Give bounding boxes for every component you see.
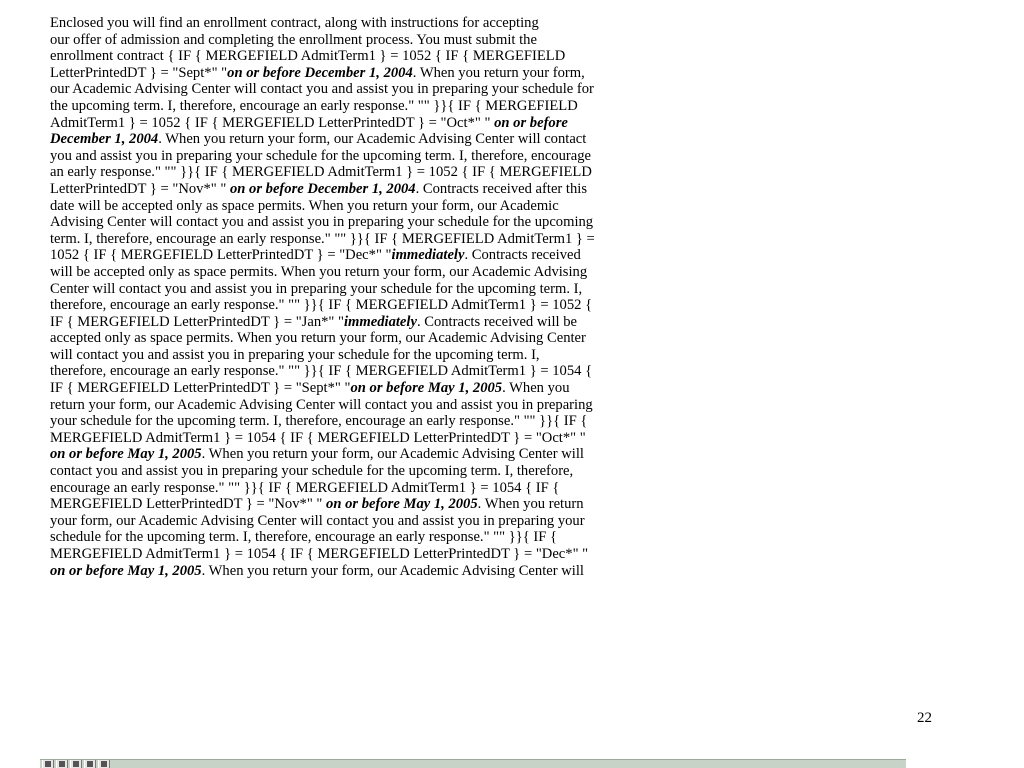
normal-view-button[interactable] <box>42 760 54 768</box>
document-line <box>50 148 870 165</box>
body-text: . Contracts received will be <box>416 313 578 330</box>
body-text: 1052 { IF { MERGEFIELD LetterPrintedDT } = "Dec*" " <box>50 247 392 264</box>
document-line <box>50 480 870 497</box>
body-text: MERGEFIELD AdmitTerm1 } = 1054 { IF { MERGEFIELD LetterPrintedDT } = "Oct*" " <box>50 429 586 446</box>
document-line <box>50 430 870 447</box>
emphasized-date-text: immediately <box>343 313 417 330</box>
document-line <box>50 281 870 298</box>
body-text: Center will contact you and assist you in preparing your schedule for the upcoming term. I, <box>50 280 583 297</box>
body-text: LetterPrintedDT } = "Nov*" " <box>50 180 230 197</box>
body-text: an early response." "" }}{ IF { MERGEFIELD AdmitTerm1 } = 1052 { IF { MERGEFIELD <box>50 164 592 181</box>
body-text: therefore, encourage an early response." "" }}{ IF { MERGEFIELD AdmitTerm1 } = 1054 { <box>50 363 593 380</box>
body-text: the upcoming term. I, therefore, encourage an early response." "" }}{ IF { MERGEFIELD <box>50 97 578 114</box>
body-text: will contact you and assist you in preparing your schedule for the upcoming term. I, <box>50 346 540 363</box>
document-line <box>50 181 870 198</box>
document-line <box>50 446 870 463</box>
document-line <box>50 48 870 65</box>
document-line <box>50 65 870 82</box>
document-line <box>50 98 870 115</box>
emphasized-date-text: December 1, 2004 <box>50 131 159 148</box>
body-text: AdmitTerm1 } = 1052 { IF { MERGEFIELD LetterPrintedDT } = "Oct*" " <box>50 114 495 131</box>
emphasized-date-text: on or before May 1, 2005 <box>350 380 503 397</box>
body-text: accepted only as space permits. When you return your form, our Academic Advising Center <box>50 330 586 347</box>
document-line <box>50 397 870 414</box>
emphasized-date-text: on or before December 1, 2004 <box>227 64 413 81</box>
document-line <box>50 32 870 49</box>
document-line <box>50 81 870 98</box>
emphasized-date-text: on or before December 1, 2004 <box>229 180 416 197</box>
body-text: . When you return your form, our Academic Advising Center will <box>201 562 584 579</box>
body-text: IF { MERGEFIELD LetterPrintedDT } = "Jan*" " <box>50 313 344 330</box>
document-line <box>50 231 870 248</box>
body-text: Enclosed you will find an enrollment contract, along with instructions for accepting <box>50 15 539 31</box>
emphasized-date-text: on or before <box>494 114 568 131</box>
page-number: 22 <box>917 710 932 726</box>
body-text: schedule for the upcoming term. I, therefore, encourage an early response." "" }}{ IF { <box>50 529 558 546</box>
web-layout-view-button[interactable] <box>56 760 68 768</box>
document-line <box>50 513 870 530</box>
document-line <box>50 15 870 32</box>
print-layout-view-button[interactable] <box>70 760 82 768</box>
document-line <box>50 297 870 314</box>
body-text: term. I, therefore, encourage an early response." "" }}{ IF { MERGEFIELD AdmitTerm1 } = <box>50 230 595 247</box>
document-line <box>50 380 870 397</box>
print-layout-view-icon <box>73 761 79 767</box>
body-text: . When you <box>502 380 570 397</box>
body-text: your schedule for the upcoming term. I, therefore, encourage an early response." "" }}{ IF { <box>50 413 588 430</box>
body-text: you and assist you in preparing your schedule for the upcoming term. I, therefore, encourage <box>50 147 592 164</box>
document-line <box>50 164 870 181</box>
outline-view-icon <box>87 761 93 767</box>
body-text: . When you return your form, our Academic Advising Center will contact <box>158 131 587 148</box>
document-line <box>50 347 870 364</box>
body-text: your form, our Academic Advising Center will contact you and assist you in preparing your <box>50 512 585 529</box>
body-text: enrollment contract { IF { MERGEFIELD AdmitTerm1 } = 1052 { IF { MERGEFIELD <box>50 48 566 65</box>
document-line <box>50 529 870 546</box>
reading-view-icon <box>101 761 107 767</box>
body-text: MERGEFIELD AdmitTerm1 } = 1054 { IF { MERGEFIELD LetterPrintedDT } = "Dec*" " <box>50 546 589 562</box>
body-text: . When you return your form, <box>412 64 585 81</box>
emphasized-date-text: on or before May 1, 2005 <box>50 446 202 463</box>
body-text: date will be accepted only as space permits. When you return your form, our Academic <box>50 197 559 214</box>
body-text: MERGEFIELD LetterPrintedDT } = "Nov*" " <box>50 496 327 513</box>
emphasized-date-text: immediately <box>391 247 465 264</box>
document-line <box>50 247 870 264</box>
document-line <box>50 563 870 580</box>
body-text: contact you and assist you in preparing your schedule for the upcoming term. I, therefore, <box>50 463 574 480</box>
body-text: return your form, our Academic Advising Center will contact you and assist you in preparing <box>50 396 593 413</box>
body-text: . When you return your form, our Academic Advising Center will <box>201 446 584 463</box>
view-buttons-bar <box>40 759 906 768</box>
document-line <box>50 264 870 281</box>
body-text: Advising Center will contact you and assist you in preparing your schedule for the upcoming <box>50 214 594 231</box>
outline-view-button[interactable] <box>84 760 96 768</box>
emphasized-date-text: on or before May 1, 2005 <box>326 496 478 513</box>
body-text: will be accepted only as space permits. When you return your form, our Academic Advising <box>50 263 588 280</box>
body-text: our Academic Advising Center will contact you and assist you in preparing your schedule for <box>50 81 594 98</box>
body-text: therefore, encourage an early response." "" }}{ IF { MERGEFIELD AdmitTerm1 } = 1052 { <box>50 297 593 314</box>
body-text: . Contracts received <box>464 247 581 264</box>
document-line <box>50 131 870 148</box>
normal-view-icon <box>45 761 51 767</box>
reading-view-button[interactable] <box>98 760 110 768</box>
document-line <box>50 198 870 215</box>
document-line <box>50 330 870 347</box>
document-line <box>50 314 870 331</box>
body-text: encourage an early response." "" }}{ IF { MERGEFIELD AdmitTerm1 } = 1054 { IF { <box>50 479 560 496</box>
document-line <box>50 546 870 563</box>
body-text: our offer of admission and completing the enrollment process. You must submit the <box>50 31 537 48</box>
web-layout-view-icon <box>59 761 65 767</box>
document-line <box>50 115 870 132</box>
body-text: . When you return <box>477 496 584 513</box>
document-body <box>50 15 870 579</box>
body-text: IF { MERGEFIELD LetterPrintedDT } = "Sept*" " <box>50 380 351 397</box>
document-line <box>50 496 870 513</box>
document-line <box>50 214 870 231</box>
body-text: . Contracts received after this <box>415 180 588 197</box>
document-line <box>50 363 870 380</box>
emphasized-date-text: on or before May 1, 2005 <box>50 562 202 579</box>
body-text: LetterPrintedDT } = "Sept*" " <box>50 64 228 81</box>
document-line <box>50 413 870 430</box>
document-line <box>50 463 870 480</box>
